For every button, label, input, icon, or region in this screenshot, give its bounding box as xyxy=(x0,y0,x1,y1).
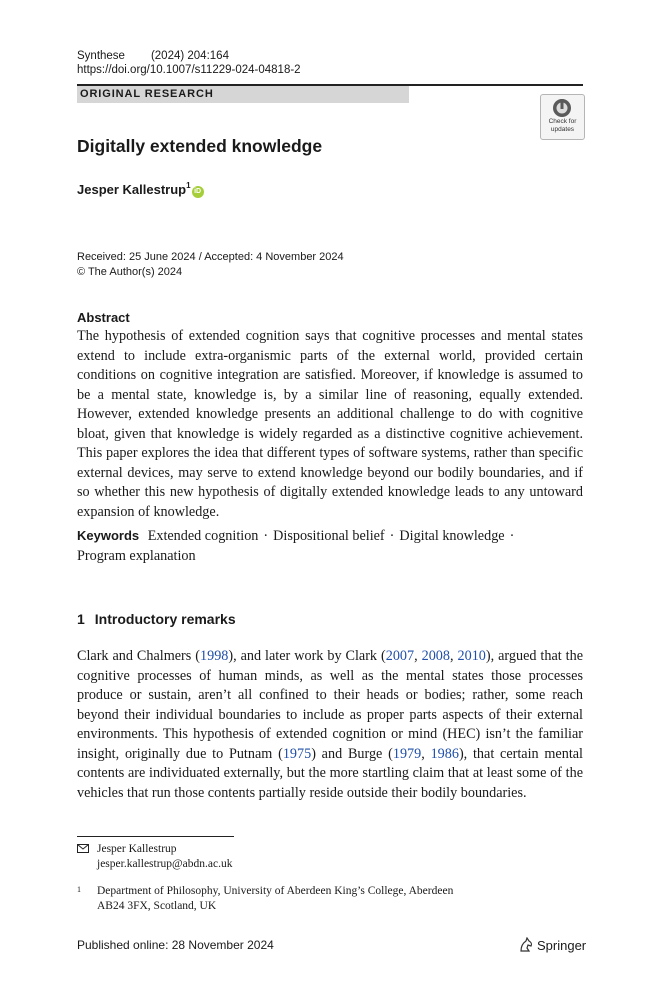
keyword-item: Digital knowledge xyxy=(399,528,505,544)
citation-link[interactable]: 1979 xyxy=(392,745,422,762)
received-accepted: Received: 25 June 2024 / Accepted: 4 November 2024 xyxy=(77,251,344,263)
keyword-separator: · xyxy=(389,528,395,544)
citation-link[interactable]: 1986 xyxy=(430,745,459,762)
badge-line-1: Check for xyxy=(548,118,577,125)
abstract-text: The hypothesis of extended cognition says that cognitive processes and mental states extend to include extra-organismic parts of the external world, provided certain conditions on cognitive integration are satisfied. Moreover, if knowledge is assumed to be a mental state, knowledge is, by a similar line of reasoning, equally extended. However, extended knowledge presents an additional challenge to do with cognitive bloat, given that knowledge is widely regarded as a distinctive cognitive achievement. This paper explores the idea that different types of software systems, rather than specific external devices, may serve to extend knowledge beyond our bodily boundaries, and if so whether this new hypothesis of digitally extended knowledge leads to any untoward expansion of knowledge. xyxy=(77,328,583,520)
orcid-icon[interactable]: iD xyxy=(192,186,204,198)
copyright: © The Author(s) 2024 xyxy=(77,265,183,278)
running-header xyxy=(77,49,301,77)
published-date: Published online: 28 November 2024 xyxy=(77,938,274,952)
section-heading xyxy=(77,611,236,627)
intro-text: , xyxy=(421,745,431,762)
intro-text: ), that certain mental contents are individuated externally, but the more startling claim that at least some of the vehicles that run those contents partially reside outside their bodily boundaries. xyxy=(77,745,584,801)
correspondent-name: Jesper Kallestrup xyxy=(97,843,177,855)
article-type: ORIGINAL RESEARCH xyxy=(80,88,214,100)
check-for-updates-badge[interactable] xyxy=(540,94,585,140)
intro-text: , xyxy=(414,648,422,664)
section-title: Introductory remarks xyxy=(94,611,236,627)
publisher-name: Springer xyxy=(537,938,587,953)
article-dates xyxy=(77,250,344,279)
affiliation-mark: 1 xyxy=(77,885,81,894)
intro-text: Clark and Chalmers ( xyxy=(77,648,200,664)
publisher-logo xyxy=(518,937,586,953)
citation-link[interactable]: 2008 xyxy=(421,648,450,664)
author-line xyxy=(77,181,204,198)
keyword-item: Extended cognition xyxy=(147,528,259,544)
article-type-band xyxy=(77,86,409,103)
intro-text: ) and Burge ( xyxy=(311,745,393,762)
affiliation-line-2: AB24 3FX, Scotland, UK xyxy=(97,900,217,912)
author-affiliation-mark: 1 xyxy=(186,181,191,190)
affiliation-line-1: Department of Philosophy, University of Aberdeen King’s College, Aberdeen xyxy=(97,885,454,897)
correspondent-email[interactable]: jesper.kallestrup@abdn.ac.uk xyxy=(97,858,233,870)
intro-text: ), argued that the cognitive processes of human minds, as well as the mental states those processes produce or sustain, aren’t all confined to their heads or bodies; rather, some reach beyond their individual boundaries to include as proper parts aspects of their external environments. This hypothesis of extended cognition or mind (HEC) isn’t the familiar insight, originally due to Putnam ( xyxy=(77,648,583,762)
intro-text: ), and later work by Clark ( xyxy=(228,648,386,664)
citation-link[interactable]: 2010 xyxy=(457,648,486,664)
keywords xyxy=(77,526,583,566)
keyword-item: Dispositional belief xyxy=(273,528,385,544)
badge-line-2: updates xyxy=(550,125,575,133)
author-name: Jesper Kallestrup xyxy=(77,182,187,197)
intro-text: , xyxy=(449,648,458,664)
article-title: Digitally extended knowledge xyxy=(77,136,323,156)
abstract-heading: Abstract xyxy=(77,310,130,325)
citation-link[interactable]: 1975 xyxy=(282,745,312,762)
keyword-separator: · xyxy=(509,528,515,544)
springer-horse-icon xyxy=(518,937,534,953)
citation-link[interactable]: 2007 xyxy=(385,648,415,664)
doi-link[interactable]: https://doi.org/10.1007/s11229-024-04818-2 xyxy=(77,64,301,76)
section-number: 1 xyxy=(77,611,85,627)
keyword-separator: · xyxy=(263,528,269,544)
keywords-label: Keywords xyxy=(77,528,140,543)
citation-link[interactable]: 1998 xyxy=(200,648,229,664)
check-for-updates-icon xyxy=(551,98,573,118)
keyword-item: Program explanation xyxy=(77,547,196,564)
citation-info: (2024) 204:164 xyxy=(150,50,229,62)
envelope-icon xyxy=(77,844,89,853)
intro-paragraph xyxy=(77,647,583,803)
journal-name: Synthese xyxy=(77,50,125,62)
footnote-rule xyxy=(77,836,234,837)
